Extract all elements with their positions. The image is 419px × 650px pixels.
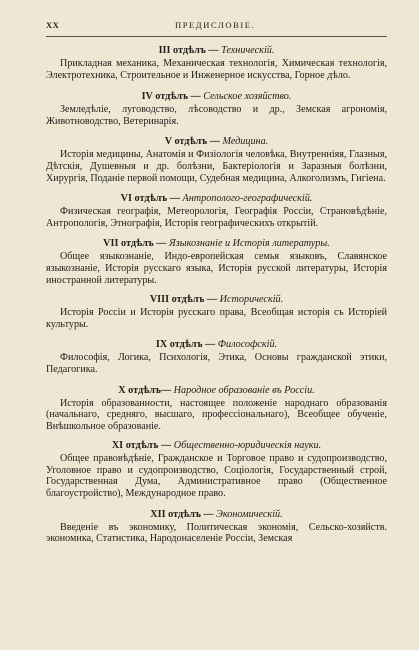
section-heading <box>46 237 387 250</box>
section-heading <box>46 508 387 521</box>
section-description: Исторія образованности, настоящее положеніе народнаго образованія (начальнаго, средняго, высшаго, профессіональнаго), Всеобщее обученіе, Внѣшкольное образованіе. <box>46 397 387 432</box>
section-heading <box>46 90 387 103</box>
section-heading <box>46 439 387 452</box>
section-description: Философія, Логика, Психологія, Этика, Основы гражданской этики, Педагогика. <box>46 352 387 375</box>
header-rule <box>46 36 387 37</box>
section-description: Земледѣліе, луговодство, лѣсоводство и др., Земская агрономія, Животноводство, Ветеринарія. <box>46 104 387 127</box>
section-title: Техническій. <box>221 45 275 56</box>
section-list <box>46 44 387 545</box>
section-description: Прикладная механика, Механическая технологія, Химическая технологія, Электротехника, Строительное и Инженерное искусства, Горное дѣло. <box>46 58 387 81</box>
section-description: Общее языкознаніе, Индо-европейская семья языковъ, Славянское языкознаніе, Исторія русскаго языка, Исторія русской литературы, Исторія иностранной литературы. <box>46 251 387 286</box>
section-heading <box>46 44 387 57</box>
section-block <box>46 135 387 184</box>
section-title: Медицина. <box>222 136 269 148</box>
section-block <box>46 237 387 286</box>
section-number: XII отдѣлъ — <box>150 508 214 520</box>
section-block <box>46 338 387 375</box>
section-title: Языкознаніе и Исторія литературы. <box>169 238 330 250</box>
section-number: IV отдѣлъ — <box>141 91 201 103</box>
section-block <box>46 439 387 499</box>
section-title: Сельское хозяйство. <box>203 91 292 103</box>
section-number: VIII отдѣлъ — <box>149 294 218 306</box>
section-title: Народное образованіе въ Россіи. <box>173 384 315 396</box>
section-number: III отдѣлъ — <box>158 45 219 56</box>
section-heading <box>46 293 387 306</box>
section-title: Экономическій. <box>216 508 283 520</box>
section-block <box>46 384 387 433</box>
section-number: XI отдѣлъ — <box>111 440 172 452</box>
section-heading <box>46 192 387 205</box>
section-number: VI отдѣлъ — <box>120 193 180 205</box>
section-block <box>46 90 387 127</box>
page-number: XX <box>46 20 60 30</box>
section-heading <box>46 135 387 148</box>
section-description: Физическая географія, Метеорологія, Географія Россіи, Страновѣдѣніе, Антропологія, Этнографія, Исторія географическихъ открытій. <box>46 206 387 229</box>
section-heading <box>46 338 387 351</box>
section-title: Общественно-юридическія науки. <box>173 440 322 452</box>
section-description: Введеніе въ экономику, Политическая экономія, Сельско-хозяйств. экономика, Статистика, Народонаселеніе Россіи, Земская <box>46 521 387 545</box>
section-title: Историческій. <box>219 294 284 306</box>
section-title: Философскій. <box>217 339 278 351</box>
running-header <box>46 20 387 34</box>
section-number: X отдѣлъ— <box>118 384 172 396</box>
section-number: VII отдѣлъ — <box>103 238 167 250</box>
section-description: Исторія Россіи и Исторія русскаго права, Всеобщая исторія съ Исторіей культуры. <box>46 307 387 330</box>
section-number: V отдѣлъ — <box>164 136 220 148</box>
section-block <box>46 508 387 545</box>
section-number: IX отдѣлъ — <box>155 339 216 351</box>
running-title: ПРЕДИСЛОВІЕ. <box>174 20 256 30</box>
section-block <box>46 293 387 330</box>
section-title: Антрополого-географическій. <box>182 193 313 205</box>
section-heading <box>46 384 387 397</box>
section-block <box>46 192 387 229</box>
section-block <box>46 44 387 81</box>
section-description: Общее правовѣдѣніе, Гражданское и Торговое право и судопроизводство, Уголовное право и судопроизводство, Соціологія, Государственный строй, Государственная Дума, Административное право (Общественное благоустройство), Международное право. <box>46 453 387 500</box>
section-description: Исторія медицины, Анатомія и Физіологія человѣка, Внутренніяя, Глазныя, Дѣтскія, Душевныя и др. болѣзни, Бактеріологія и Заразныя болѣзни, Хирургія, Поданіе первой помощи, Судебная медицина, Алкоголизмъ, Гигіена. <box>46 149 387 184</box>
